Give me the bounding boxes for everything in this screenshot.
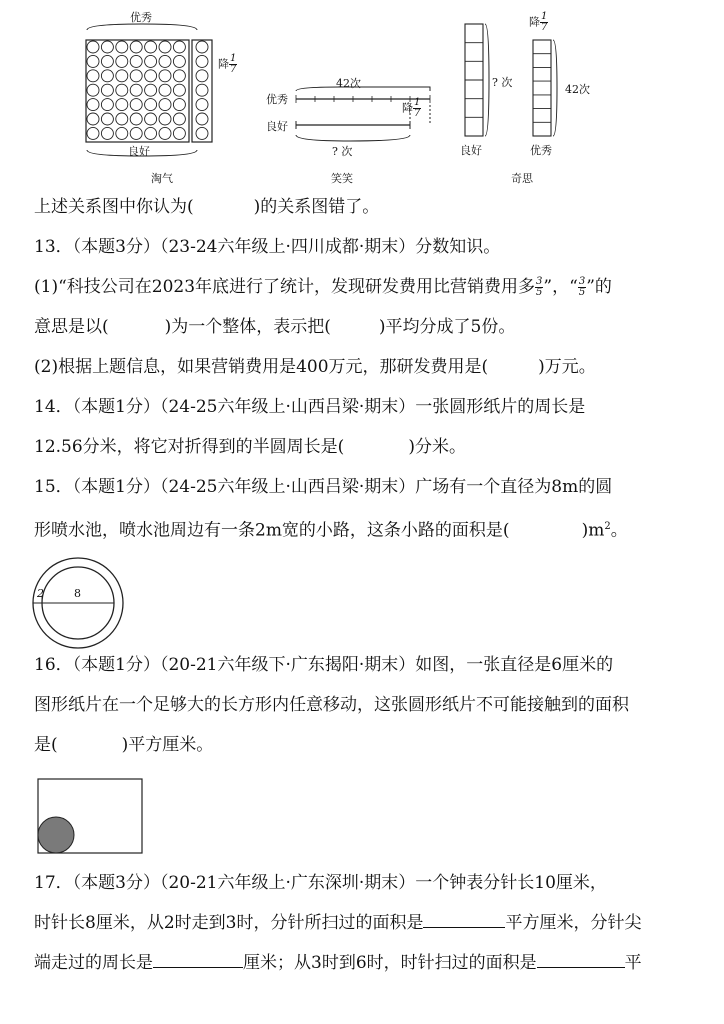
taoqi-dot bbox=[196, 127, 208, 139]
qisi-caption: 奇思 bbox=[511, 172, 533, 185]
xiaoxiao-label-excellent: 优秀 bbox=[266, 93, 288, 106]
q13-heading: 13．（本题3分）（23-24六年级上·四川成都·期末）分数知识。 bbox=[34, 237, 501, 257]
taoqi-dot bbox=[196, 113, 208, 125]
q12-answer-line: 上述关系图中你认为( )的关系图错了。 bbox=[34, 197, 380, 217]
taoqi-dot bbox=[101, 41, 113, 53]
taoqi-dot bbox=[116, 55, 128, 67]
taoqi-fraction: $\frac{1}{7}$ bbox=[230, 53, 237, 75]
taoqi-dot bbox=[116, 84, 128, 96]
taoqi-dot bbox=[116, 99, 128, 111]
taoqi-side-label: 降 $\frac{1}{7}$ bbox=[218, 53, 237, 75]
q16-rectangle-figure bbox=[36, 777, 146, 857]
xiaoxiao-label-good: 良好 bbox=[266, 120, 288, 133]
taoqi-dot bbox=[145, 113, 157, 125]
taoqi-dot bbox=[87, 41, 99, 53]
qisi-excellent-side-label: 降 $\frac{1}{7}$ bbox=[529, 11, 548, 33]
q13-part1-line2: 意思是以( )为一个整体，表示把( )平均分成了5份。 bbox=[34, 317, 516, 337]
taoqi-dot bbox=[101, 55, 113, 67]
taoqi-grid bbox=[82, 20, 232, 150]
q13-part2: (2)根据上题信息，如果营销费用是400万元，那研发费用是( )万元。 bbox=[34, 357, 596, 377]
taoqi-dot bbox=[145, 70, 157, 82]
taoqi-dot bbox=[159, 127, 171, 139]
taoqi-dot bbox=[130, 113, 142, 125]
taoqi-top-label: 优秀 bbox=[130, 11, 152, 24]
taoqi-dot bbox=[116, 113, 128, 125]
xiaoxiao-fraction: $\frac{1}{7}$ bbox=[414, 97, 421, 119]
taoqi-dot bbox=[130, 84, 142, 96]
xiaoxiao-bars bbox=[290, 85, 460, 155]
taoqi-dot bbox=[173, 55, 185, 67]
taoqi-dot bbox=[87, 84, 99, 96]
taoqi-dot bbox=[116, 70, 128, 82]
q14-body: 12.56分米，将它对折得到的半圆周长是( )分米。 bbox=[34, 437, 466, 457]
q15-body: 形喷水池，喷水池周边有一条2m宽的小路，这条小路的面积是( )$m^2$。 bbox=[34, 520, 628, 541]
taoqi-dot bbox=[87, 99, 99, 111]
taoqi-dot bbox=[159, 113, 171, 125]
taoqi-dot bbox=[196, 55, 208, 67]
qisi-fraction: $\frac{1}{7}$ bbox=[541, 11, 548, 33]
q17-heading: 17．（本题3分）（20-21六年级上·广东深圳·期末）一个钟表分针长10厘米， bbox=[34, 873, 607, 893]
taoqi-bottom-label: 良好 bbox=[128, 145, 150, 158]
taoqi-dot bbox=[159, 41, 171, 53]
q13-fraction-b: $\frac{3}{5}$ bbox=[578, 276, 586, 298]
taoqi-dot bbox=[130, 127, 142, 139]
taoqi-dot bbox=[101, 127, 113, 139]
q14-heading: 14．（本题1分）（24-25六年级上·山西吕梁·期末）一张圆形纸片的周长是 bbox=[34, 397, 586, 417]
taoqi-dot bbox=[196, 84, 208, 96]
q15-heading: 15．（本题1分）（24-25六年级上·山西吕梁·期末）广场有一个直径为8m的圆 bbox=[34, 477, 613, 497]
taoqi-caption: 淘气 bbox=[151, 172, 173, 185]
taoqi-dot bbox=[101, 113, 113, 125]
qisi-good-label: 良好 bbox=[460, 144, 482, 157]
taoqi-dot bbox=[130, 70, 142, 82]
taoqi-dot bbox=[196, 70, 208, 82]
taoqi-dot bbox=[145, 55, 157, 67]
q15-ring-figure bbox=[32, 557, 128, 653]
q15-fig-label-8: 8 bbox=[74, 587, 81, 600]
taoqi-dot bbox=[145, 41, 157, 53]
taoqi-dot bbox=[116, 41, 128, 53]
q16-heading: 16．（本题1分）（20-21六年级下·广东揭阳·期末）如图，一张直径是6厘米的 bbox=[34, 655, 614, 675]
q15-fig-label-2: 2 bbox=[37, 587, 44, 600]
xiaoxiao-side-label: 降 $\frac{1}{7}$ bbox=[402, 97, 421, 119]
q16-body2: 是( )平方厘米。 bbox=[34, 735, 214, 755]
taoqi-dot bbox=[173, 99, 185, 111]
taoqi-dot bbox=[159, 55, 171, 67]
q13-fraction-a: $\frac{3}{5}$ bbox=[536, 276, 543, 298]
taoqi-dot bbox=[130, 99, 142, 111]
taoqi-dot bbox=[116, 127, 128, 139]
taoqi-dot bbox=[159, 84, 171, 96]
taoqi-dot bbox=[173, 70, 185, 82]
taoqi-dot bbox=[145, 127, 157, 139]
taoqi-dot bbox=[196, 41, 208, 53]
taoqi-dot bbox=[87, 70, 99, 82]
taoqi-dot bbox=[159, 70, 171, 82]
taoqi-dot bbox=[101, 70, 113, 82]
q17-body2: 端走过的周长是 厘米；从3时到6时，时针扫过的面积是 平 bbox=[34, 953, 642, 973]
taoqi-dot bbox=[145, 99, 157, 111]
xiaoxiao-count-top: 42次 bbox=[336, 77, 361, 90]
qisi-columns bbox=[455, 18, 615, 138]
taoqi-dot bbox=[87, 55, 99, 67]
taoqi-dot bbox=[87, 127, 99, 139]
taoqi-dot bbox=[87, 113, 99, 125]
q16-body1: 图形纸片在一个足够大的长方形内任意移动，这张圆形纸片不可能接触到的面积 bbox=[34, 695, 629, 715]
qisi-excellent-label: 优秀 bbox=[530, 144, 552, 157]
qisi-excellent-count: 42次 bbox=[565, 83, 590, 96]
taoqi-dot bbox=[101, 99, 113, 111]
q17-body1: 时针长8厘米，从2时走到3时，分针所扫过的面积是 平方厘米，分针尖 bbox=[34, 913, 642, 933]
taoqi-dot bbox=[173, 127, 185, 139]
taoqi-dot bbox=[196, 99, 208, 111]
xiaoxiao-count-bottom: ? 次 bbox=[332, 145, 353, 158]
q13-part1-line1: (1)“科技公司在2023年底进行了统计，发现研发费用比营销费用多 $\frac{3}{5}$ ”，“ $\frac{3}{5}$ ”的 bbox=[34, 276, 612, 298]
qisi-good-count: ? 次 bbox=[492, 76, 513, 89]
taoqi-dot bbox=[101, 84, 113, 96]
xiaoxiao-caption: 笑笑 bbox=[331, 172, 353, 185]
taoqi-dot bbox=[173, 84, 185, 96]
taoqi-dot bbox=[130, 41, 142, 53]
taoqi-dot bbox=[159, 99, 171, 111]
taoqi-dot bbox=[130, 55, 142, 67]
taoqi-dot bbox=[145, 84, 157, 96]
taoqi-dot bbox=[173, 41, 185, 53]
taoqi-dot bbox=[173, 113, 185, 125]
